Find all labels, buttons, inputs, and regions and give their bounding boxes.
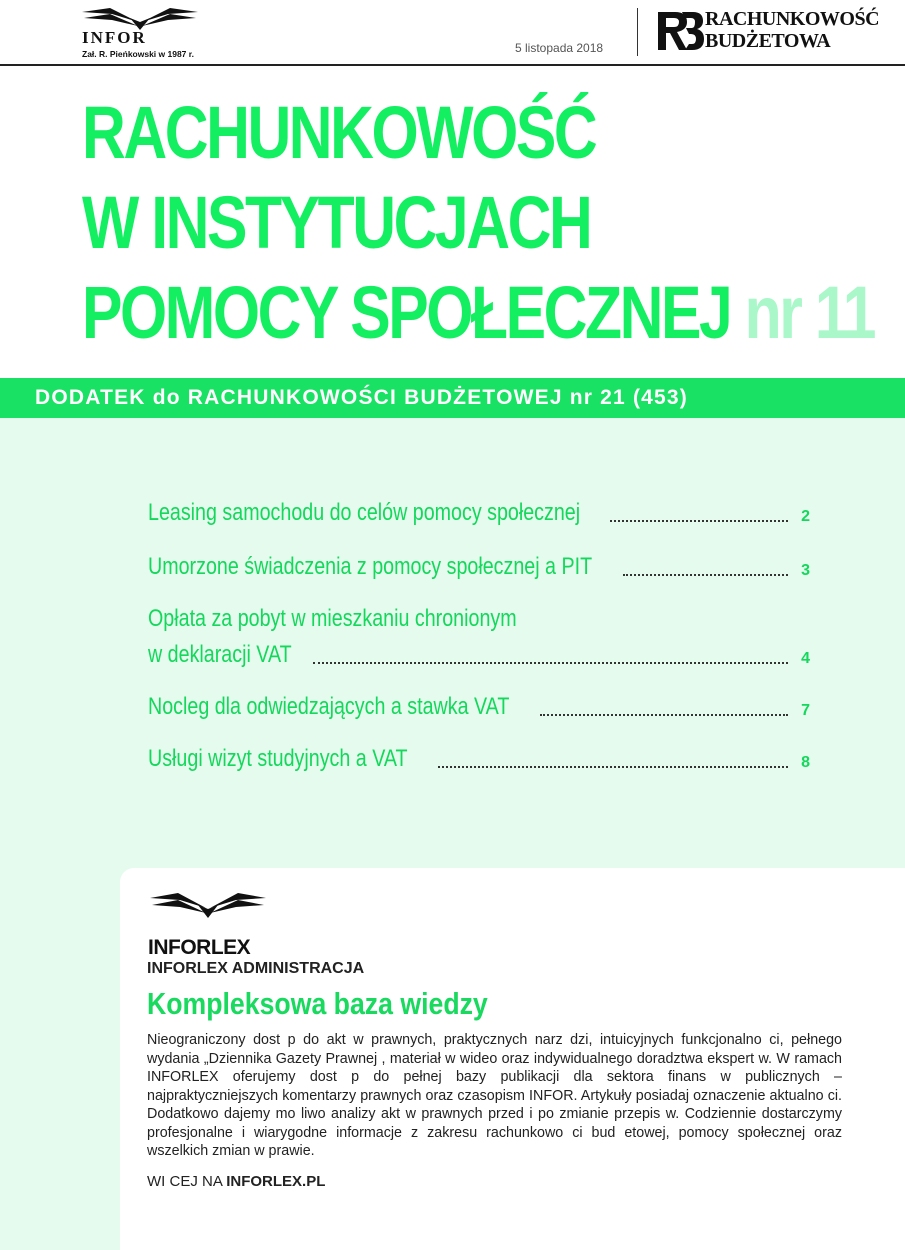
brand-line1: RACHUNKOWOŚĆ bbox=[705, 8, 880, 30]
toc-leader-dots bbox=[623, 574, 788, 576]
infor-wordmark: INFOR bbox=[82, 28, 147, 47]
promo-section-label: INFORLEX ADMINISTRACJA bbox=[147, 960, 365, 977]
toc-item[interactable] bbox=[148, 602, 818, 670]
toc-leader-dots bbox=[540, 714, 788, 716]
promo-body: Nieograniczony dost p do akt w prawnych, praktycznych narz dzi, intuicyjnych funkcjonalno ci, pełnego wydania „Dziennika Gazety Prawnej , materiał w wideo oraz indywidualnego doradztwa ekspert w. W ramach INFORLEX oferujemy dost p do pełnej bazy publikacji dla sektora finans w publicznych – najpraktyczniejszych komentarzy prawnych oraz czasopism INFOR. Artykuły posiadaj oznaczenie aktualno ci. Dodatkowo dajemy mo liwo analizy akt w prawnych przed i po zmianie przepis w. Codziennie dostarczymy profesjonalne i wiarygodne informacje z zakresu rachunkowo ci bud etowej, pomocy społecznej oraz wszelkich zmian w prawie. bbox=[147, 1032, 842, 1159]
inforlex-logo bbox=[148, 890, 278, 962]
cta-link[interactable]: INFORLEX.PL bbox=[226, 1173, 326, 1190]
toc-item-page: 2 bbox=[801, 508, 810, 525]
rachunkowosc-budzetowa-logo bbox=[655, 6, 880, 58]
cta-prefix: WI CEJ NA bbox=[147, 1173, 227, 1190]
title-line3 bbox=[82, 268, 874, 358]
toc-item[interactable] bbox=[148, 552, 818, 582]
toc-item-page: 7 bbox=[801, 702, 810, 719]
supplement-text: DODATEK do RACHUNKOWOŚCI BUDŻETOWEJ nr 21 (453) bbox=[35, 386, 688, 409]
inforlex-promo bbox=[120, 868, 905, 1250]
toc-item-page: 4 bbox=[801, 650, 810, 667]
promo-headline: Kompleksowa baza wiedzy bbox=[147, 986, 488, 1021]
toc-item-title: Opłata za pobyt w mieszkaniu chronionym bbox=[148, 605, 517, 632]
header-rule bbox=[0, 64, 905, 66]
toc-item-title: Leasing samochodu do celów pomocy społecznej bbox=[148, 499, 581, 526]
toc-item-title: Usługi wizyt studyjnych a VAT bbox=[148, 745, 408, 772]
toc-leader-dots bbox=[313, 662, 788, 664]
toc-item-title-continued: w deklaracji VAT bbox=[148, 641, 292, 668]
toc-item-page: 8 bbox=[801, 754, 810, 771]
toc-item[interactable] bbox=[148, 744, 818, 774]
rb-monogram-icon bbox=[655, 6, 705, 56]
toc-item[interactable] bbox=[148, 692, 818, 722]
toc-leader-dots bbox=[610, 520, 788, 522]
issue-number: nr 11 bbox=[744, 271, 875, 354]
toc-item[interactable] bbox=[148, 498, 818, 528]
toc-item-title: Umorzone świadczenia z pomocy społecznej a PIT bbox=[148, 553, 593, 580]
inforlex-birds-icon bbox=[148, 890, 268, 922]
title-line1: RACHUNKOWOŚĆ bbox=[82, 91, 596, 174]
supplement-band bbox=[0, 378, 905, 418]
issue-date: 5 listopada 2018 bbox=[515, 41, 604, 55]
title-line2: W INSTYTUCJACH bbox=[82, 181, 591, 264]
inforlex-wordmark: INFORLEX bbox=[148, 936, 251, 959]
infor-logo bbox=[80, 4, 200, 60]
toc-item-title: Nocleg dla odwiedzających a stawka VAT bbox=[148, 693, 510, 720]
toc-item-page: 3 bbox=[801, 562, 810, 579]
publisher-tagline: Zał. R. Pieńkowski w 1987 r. bbox=[82, 49, 194, 59]
brand-line2: BUDŻETOWA bbox=[705, 30, 831, 52]
title-line3-text: POMOCY SPOŁECZNEJ bbox=[82, 271, 731, 354]
toc-leader-dots bbox=[438, 766, 788, 768]
publication-title bbox=[82, 88, 874, 358]
header-divider bbox=[637, 8, 638, 56]
brand-name bbox=[705, 8, 879, 52]
promo-cta[interactable] bbox=[147, 1173, 325, 1190]
